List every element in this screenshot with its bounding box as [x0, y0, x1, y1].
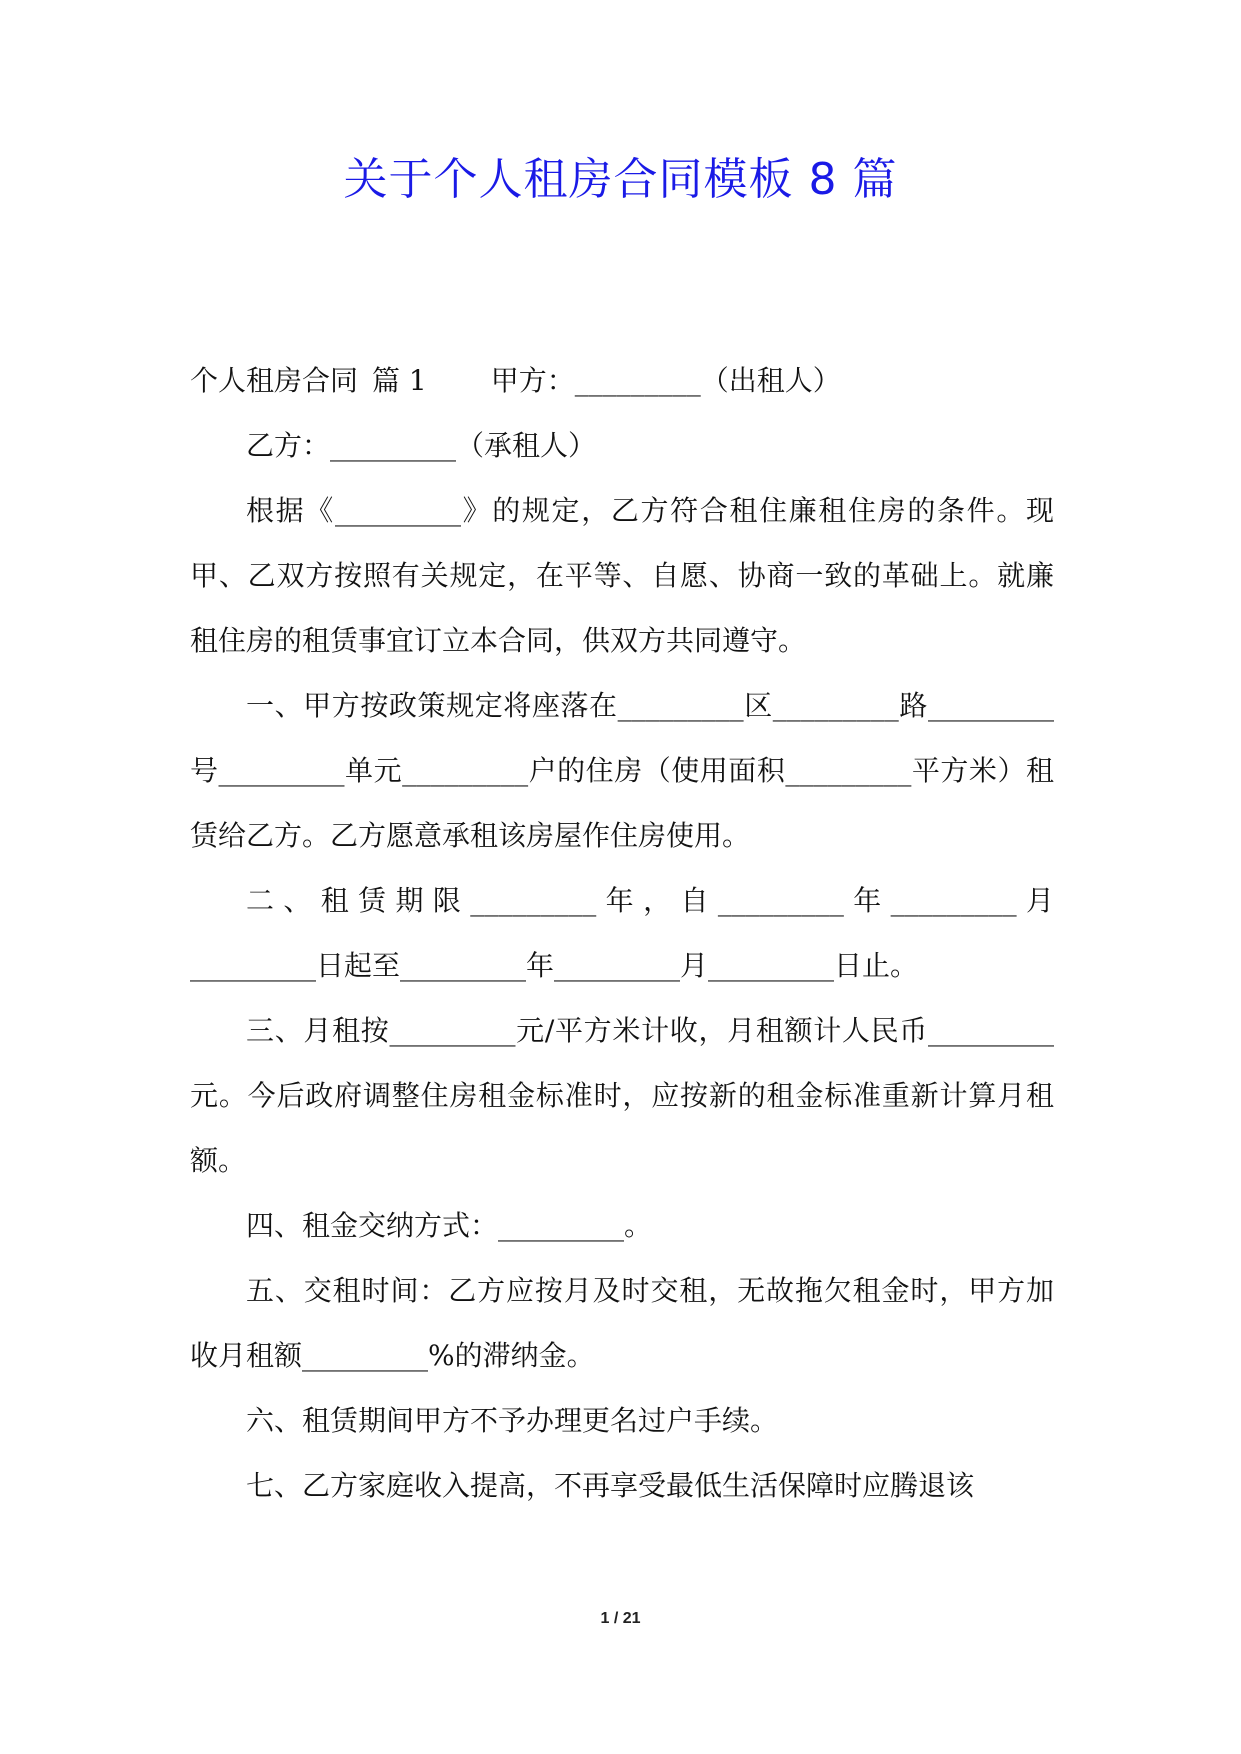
document-body	[190, 348, 1054, 1518]
paragraph-clause-2: 二、租赁期限_________年，自_________年_________月_________日起至_________年_________月_________日止。	[190, 884, 1054, 982]
heading-line	[190, 348, 1054, 413]
paragraph-clause-1: 一、甲方按政策规定将座落在_________区_________路_________号_________单元_________户的住房（使用面积_________平方米）租赁给乙方。乙方愿意承租该房屋作住房使用。	[190, 689, 1054, 852]
section-number: 篇 1	[372, 364, 427, 397]
paragraph-clause-5: 五、交租时间：乙方应按月及时交租，无故拖欠租金时，甲方加收月租额_________%的滞纳金。	[190, 1274, 1054, 1372]
paragraph-clause-3: 三、月租按_________元/平方米计收，月租额计人民币_________元。今后政府调整住房租金标准时，应按新的租金标准重新计算月租额。	[190, 1014, 1054, 1177]
paragraph-clause-6: 六、租赁期间甲方不予办理更名过户手续。	[246, 1404, 779, 1437]
party-b: 乙方：_________（承租人）	[246, 429, 597, 462]
page-indicator: 1 / 21	[600, 1610, 641, 1627]
section-heading: 个人租房合同	[190, 364, 359, 397]
party-a: 甲方：_________（出租人）	[490, 364, 841, 397]
paragraph-clause-7: 七、乙方家庭收入提高，不再享受最低生活保障时应腾退该	[246, 1469, 975, 1502]
paragraph-clause-4: 四、租金交纳方式：_________。	[246, 1209, 653, 1242]
document-title: 关于个人租房合同模板 8 篇	[343, 154, 898, 205]
paragraph-preamble: 根据《_________》的规定，乙方符合租住廉租住房的条件。现甲、乙双方按照有关规定，在平等、自愿、协商一致的革础上。就廉租住房的租赁事宜订立本合同，供双方共同遵守。	[190, 494, 1054, 657]
